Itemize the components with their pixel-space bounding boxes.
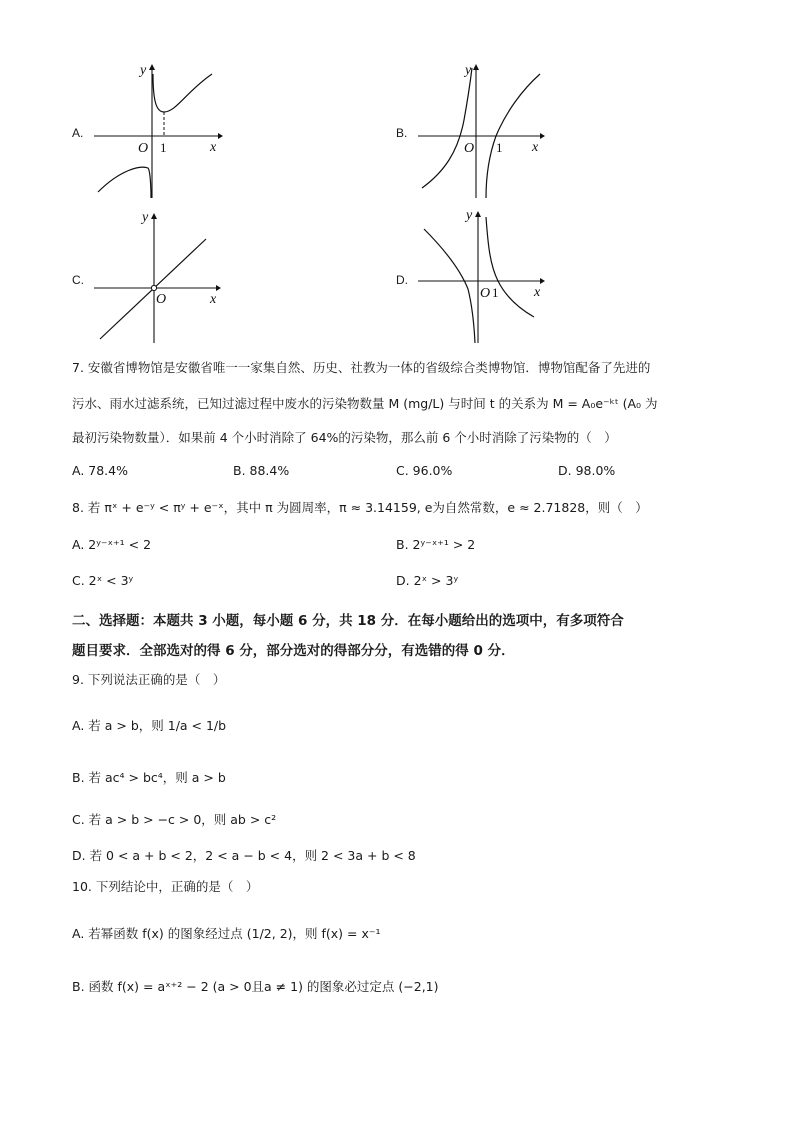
q10-stem: 10. 下列结论中，正确的是（ ） bbox=[72, 879, 259, 894]
graph-d-y: y bbox=[466, 208, 473, 223]
q7-option-d: D. 98.0% bbox=[558, 463, 616, 478]
graph-d bbox=[414, 205, 549, 345]
graph-b-label: B. bbox=[396, 126, 408, 140]
q7-line-2: 污水、雨水过滤系统，已知过滤过程中废水的污染物数量 M (mg/L) 与时间 t 的关系为 M = A₀e⁻ᵏᵗ (A₀ 为 bbox=[72, 396, 658, 411]
graph-a-y: y bbox=[140, 63, 147, 78]
graph-a-x: x bbox=[210, 140, 217, 155]
graph-c-x: x bbox=[210, 292, 217, 307]
q7-option-a: A. 78.4% bbox=[72, 463, 128, 478]
q7-option-c: C. 96.0% bbox=[396, 463, 453, 478]
graph-c-y: y bbox=[142, 210, 149, 225]
graph-b bbox=[414, 60, 549, 200]
graph-d-label: D. bbox=[396, 273, 408, 287]
section-2-heading-line-2: 题目要求．全部选对的得 6 分，部分选对的得部分分，有选错的得 0 分． bbox=[72, 643, 515, 659]
q10-option-b: B. 函数 f(x) = aˣ⁺² − 2 (a > 0且a ≠ 1) 的图象必过定点 (−2,1) bbox=[72, 979, 439, 994]
graph-b-x: x bbox=[532, 140, 539, 155]
graph-a bbox=[90, 60, 225, 200]
q7-option-b: B. 88.4% bbox=[233, 463, 290, 478]
graph-d-x: x bbox=[534, 285, 541, 300]
graph-b-origin: O bbox=[464, 141, 475, 156]
graph-a-label: A. bbox=[72, 126, 84, 140]
q8-option-d: D. 2ˣ > 3ʸ bbox=[396, 573, 459, 588]
graph-d-origin: O bbox=[480, 286, 491, 301]
q9-option-c: C. 若 a > b > −c > 0，则 ab > c² bbox=[72, 812, 277, 827]
q9-option-a: A. 若 a > b，则 1/a < 1/b bbox=[72, 718, 227, 733]
section-2-heading-line-1: 二、选择题：本题共 3 小题，每小题 6 分，共 18 分．在每小题给出的选项中，有多项符合 bbox=[72, 613, 624, 629]
graph-c-origin: O bbox=[156, 292, 167, 307]
graph-a-one: 1 bbox=[160, 140, 167, 155]
q8-option-b: B. 2ʸ⁻ˣ⁺¹ > 2 bbox=[396, 537, 476, 552]
graph-c-label: C. bbox=[72, 273, 84, 287]
graph-b-one: 1 bbox=[496, 140, 503, 155]
q9-stem: 9. 下列说法正确的是（ ） bbox=[72, 672, 226, 687]
q10-option-a: A. 若幂函数 f(x) 的图象经过点 (1/2, 2)，则 f(x) = x⁻¹ bbox=[72, 926, 381, 941]
q9-option-d: D. 若 0 < a + b < 2，2 < a − b < 4，则 2 < 3a + b < 8 bbox=[72, 848, 416, 863]
q7-line-1: 7. 安徽省博物馆是安徽省唯一一家集自然、历史、社教为一体的省级综合类博物馆．博物馆配备了先进的 bbox=[72, 360, 651, 375]
graph-c bbox=[90, 205, 225, 345]
q8-option-a: A. 2ʸ⁻ˣ⁺¹ < 2 bbox=[72, 537, 152, 552]
q8-line-1: 8. 若 πˣ + e⁻ʸ < πʸ + e⁻ˣ，其中 π 为圆周率，π ≈ 3.14159, e为自然常数，e ≈ 2.71828，则（ ） bbox=[72, 500, 648, 515]
q8-option-c: C. 2ˣ < 3ʸ bbox=[72, 573, 134, 588]
graph-b-y: y bbox=[465, 63, 472, 78]
q7-line-3: 最初污染物数量）．如果前 4 个小时消除了 64%的污染物，那么前 6 个小时消除了污染物的（ ） bbox=[72, 430, 617, 445]
q9-option-b: B. 若 ac⁴ > bc⁴，则 a > b bbox=[72, 770, 226, 785]
graph-a-origin: O bbox=[138, 141, 149, 156]
graph-d-one: 1 bbox=[492, 285, 499, 300]
